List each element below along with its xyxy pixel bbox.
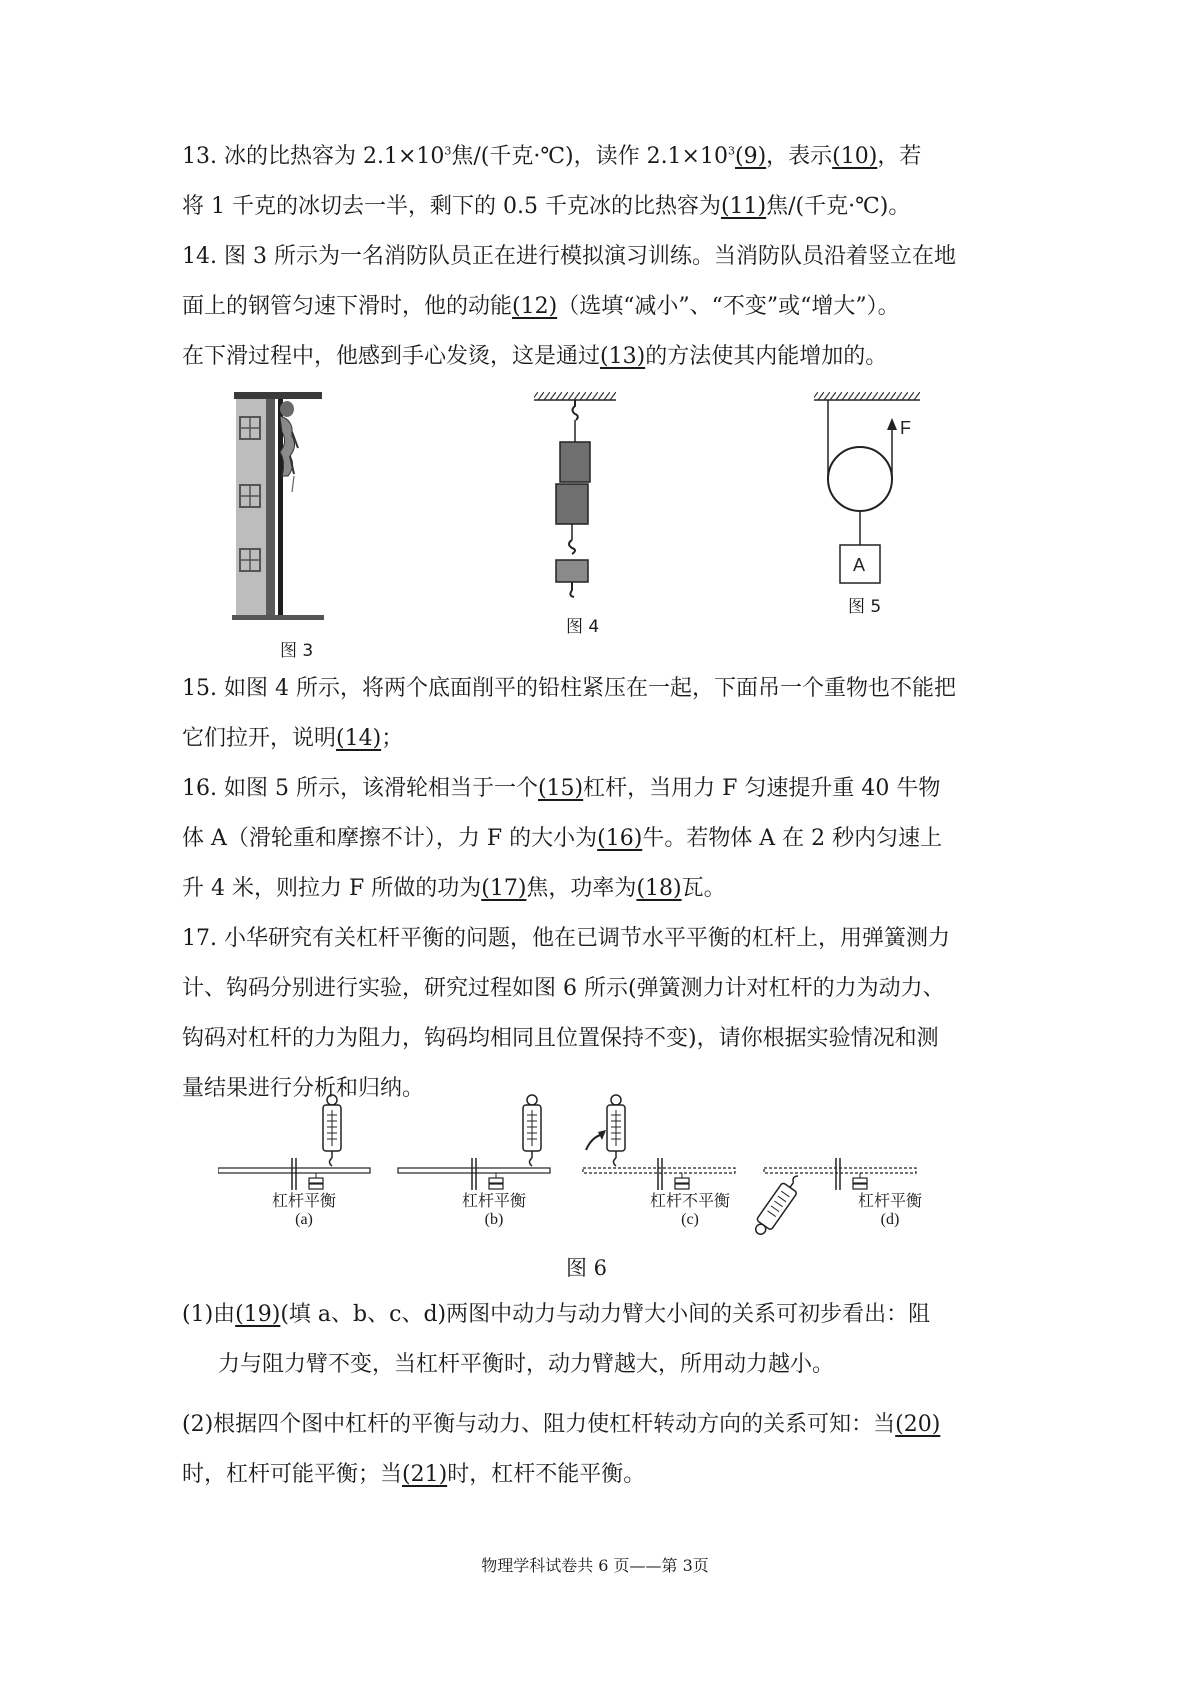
q17-part1-line-1: (1)由(19)(填 a、b、c、d)两图中动力与动力臂大小间的关系可初步看出：阻 <box>182 1302 931 1327</box>
q13-line-2: 将 1 千克的冰切去一半，剩下的 0.5 千克冰的比热容为(11)焦/(千克·℃)。 <box>182 194 911 219</box>
question-17-part-2 <box>182 1400 1012 1500</box>
figure-6-caption: 图 6 <box>566 1256 608 1280</box>
blank-18: (18) <box>636 876 682 901</box>
q17-line-4: 量结果进行分析和归纳。 <box>182 1076 425 1101</box>
blank-9: (9) <box>734 144 767 169</box>
q14-line-2: 面上的钢管匀速下滑时，他的动能(12)（选填“减小”、“不变”或“增大”）。 <box>182 294 900 319</box>
block-a-label: A <box>853 555 866 575</box>
question-13 <box>182 132 1012 232</box>
panel-a-caption: 杠杆平衡 (a) <box>271 1193 336 1228</box>
q17-part2-line-1: (2)根据四个图中杠杆的平衡与动力、阻力使杠杆转动方向的关系可知：当(20) <box>182 1412 941 1437</box>
q15-line-1: 15. 如图 4 所示，将两个底面削平的铅柱紧压在一起，下面吊一个重物也不能把 <box>182 676 956 701</box>
figure-5-pulley-diagram <box>800 392 930 592</box>
figure-5-caption: 图 5 <box>848 597 882 617</box>
panel-d-caption: 杠杆平衡 (d) <box>857 1193 922 1228</box>
q17-line-1: 17. 小华研究有关杠杆平衡的问题，他在已调节水平平衡的杠杆上，用弹簧测力 <box>182 926 950 951</box>
q16-line-1: 16. 如图 5 所示，该滑轮相当于一个(15)杠杆，当用力 F 匀速提升重 40 牛物 <box>182 776 941 801</box>
q16-line-3: 升 4 米，则拉力 F 所做的功为(17)焦，功率为(18)瓦。 <box>182 876 726 901</box>
q17-line-2: 计、钩码分别进行实验，研究过程如图 6 所示(弹簧测力计对杠杆的力为动力、 <box>182 976 945 1001</box>
q14-line-3: 在下滑过程中，他感到手心发烫，这是通过(13)的方法使其内能增加的。 <box>182 344 888 369</box>
lever-panel-b <box>398 1095 550 1190</box>
lever-panel-a <box>218 1095 370 1190</box>
q15-line-2: 它们拉开，说明(14)； <box>182 726 404 751</box>
blank-17: (17) <box>481 876 527 901</box>
q13-line-1: 13. 冰的比热容为 $2.1\times 10^3$焦/(千克·℃)，读作 $2.1\times 10^3(9)$，表示(10)，若 <box>182 144 922 169</box>
blank-13: (13) <box>600 344 646 369</box>
q17-part2-line-2: 时，杠杆可能平衡；当(21)时，杠杆不能平衡。 <box>182 1462 646 1487</box>
blank-10: (10) <box>832 144 878 169</box>
figure-3-firefighter-illustration <box>232 392 324 620</box>
force-f-label: F <box>900 418 911 438</box>
question-16 <box>182 764 1012 914</box>
question-15 <box>182 664 1012 764</box>
question-14 <box>182 232 1012 382</box>
figure-4-lead-cylinders-diagram <box>520 392 630 602</box>
figure-4-caption: 图 4 <box>566 617 600 637</box>
blank-11: (11) <box>720 194 767 219</box>
panel-b-caption: 杠杆平衡 (b) <box>461 1193 526 1228</box>
panel-c-caption: 杠杆不平衡 (c) <box>649 1193 730 1228</box>
blank-16: (16) <box>597 826 643 851</box>
question-17-part-1 <box>182 1290 1012 1390</box>
q17-part1-line-2: 力与阻力臂不变，当杠杆平衡时，动力臂越大，所用动力越小。 <box>218 1352 835 1377</box>
question-17 <box>182 914 1012 1114</box>
q17-line-3: 钩码对杠杆的力为阻力，钩码均相同且位置保持不变)，请你根据实验情况和测 <box>182 1026 939 1051</box>
q16-line-2: 体 A（滑轮重和摩擦不计），力 F 的大小为(16)牛。若物体 A 在 2 秒内匀速上 <box>182 826 943 851</box>
blank-21: (21) <box>402 1462 448 1487</box>
figure-3-caption: 图 3 <box>280 641 314 661</box>
lever-panel-c <box>583 1095 735 1190</box>
blank-20: (20) <box>895 1412 941 1437</box>
blank-14: (14) <box>336 726 382 751</box>
page-footer: 物理学科试卷共 6 页——第 3页 <box>481 1556 709 1575</box>
blank-12: (12) <box>512 294 558 319</box>
blank-19: (19) <box>235 1302 281 1327</box>
q14-line-1: 14. 图 3 所示为一名消防队员正在进行模拟演习训练。当消防队员沿着竖立在地 <box>182 244 956 269</box>
blank-15: (15) <box>537 776 584 801</box>
